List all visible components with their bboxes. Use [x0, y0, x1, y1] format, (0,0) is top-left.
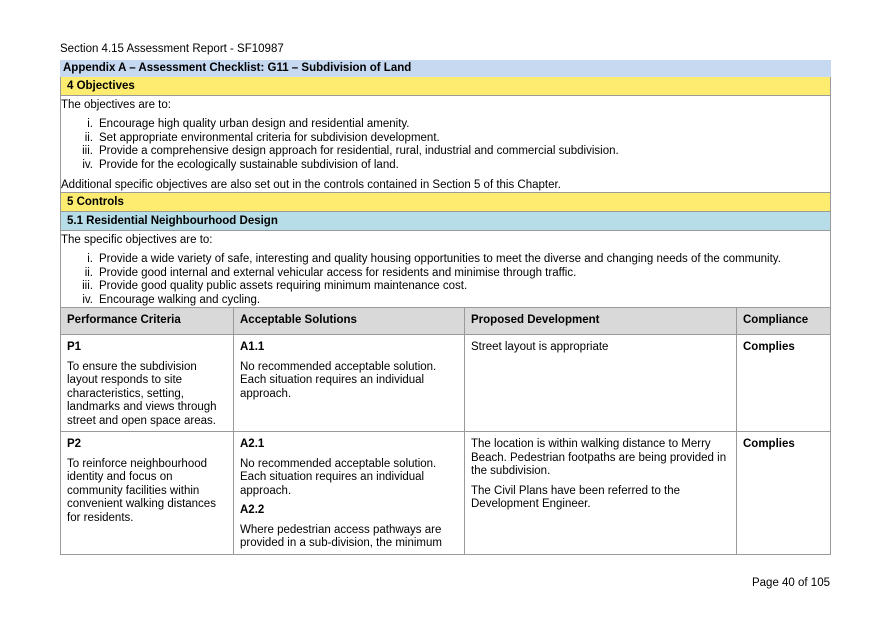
- page-number: Page 40 of 105: [751, 577, 830, 589]
- residential-intro: The specific objectives are to:: [61, 234, 213, 246]
- criteria-label: P1: [67, 341, 82, 353]
- residential-heading-row: [61, 212, 831, 231]
- performance-criteria-cell: [61, 432, 234, 555]
- objectives-list: [61, 118, 830, 172]
- list-item: [61, 145, 830, 159]
- column-header: Compliance: [737, 308, 831, 335]
- list-item: [61, 253, 830, 267]
- list-item-number: ii.: [84, 131, 93, 144]
- column-header: Proposed Development: [465, 308, 737, 335]
- residential-body: [61, 231, 831, 308]
- solution-label: A2.1: [240, 438, 265, 450]
- list-item: [61, 267, 830, 281]
- solution-label: A2.2: [240, 504, 265, 516]
- list-item-text: Provide good internal and external vehicular access for residents and minimise through traffic.: [99, 266, 577, 279]
- appendix-title: Appendix A – Assessment Checklist: G11 – Subdivision of Land: [61, 61, 831, 77]
- appendix-title-row: [61, 61, 831, 77]
- solution-text: No recommended acceptable solution. Each situation requires an individual approach.: [240, 457, 437, 497]
- criteria-label: P2: [67, 438, 82, 450]
- proposed-development-cell: [465, 335, 737, 432]
- list-item-text: Provide a comprehensive design approach for residential, rural, industrial and commercial subdivision.: [99, 145, 619, 157]
- residential-heading: 5.1 Residential Neighbourhood Design: [61, 212, 831, 231]
- proposed-text: Street layout is appropriate: [471, 341, 609, 353]
- column-header: Performance Criteria: [61, 308, 234, 335]
- criteria-header-row: [61, 308, 831, 335]
- list-item-number: i.: [87, 118, 93, 130]
- compliance-status: Complies: [743, 438, 795, 450]
- list-item-text: Provide a wide variety of safe, interesting and quality housing opportunities to meet the diverse and changing needs of the community.: [99, 253, 781, 265]
- list-item-number: ii.: [84, 266, 93, 279]
- objectives-note: Additional specific objectives are also set out in the controls contained in Section 5 of this Chapter.: [61, 179, 561, 191]
- compliance-cell: [737, 335, 831, 432]
- assessment-table: [60, 60, 831, 555]
- residential-list: [61, 253, 830, 307]
- solution-text: Where pedestrian access pathways are provided in a sub-division, the minimum: [240, 523, 442, 549]
- compliance-status: Complies: [743, 341, 795, 353]
- list-item: [61, 280, 830, 294]
- list-item-number: iii.: [82, 280, 93, 292]
- controls-heading-row: [61, 193, 831, 212]
- table-row: [61, 432, 831, 555]
- list-item-text: Encourage walking and cycling.: [99, 293, 261, 306]
- list-item-text: Set appropriate environmental criteria for subdivision development.: [99, 131, 440, 144]
- proposed-development-cell: [465, 432, 737, 555]
- column-header: Acceptable Solutions: [234, 308, 465, 335]
- acceptable-solution-cell: [234, 335, 465, 432]
- solution-label: A1.1: [240, 341, 265, 353]
- objectives-body: [61, 96, 831, 193]
- list-item-text: Provide for the ecologically sustainable subdivision of land.: [99, 158, 399, 171]
- solution-text: No recommended acceptable solution. Each situation requires an individual approach.: [240, 360, 437, 400]
- list-item-number: i.: [87, 253, 93, 265]
- list-item: [61, 294, 830, 308]
- proposed-text: The Civil Plans have been referred to the Development Engineer.: [471, 484, 681, 510]
- performance-criteria-cell: [61, 335, 234, 432]
- objectives-heading-row: [61, 77, 831, 96]
- list-item-number: iv.: [82, 158, 93, 171]
- controls-heading: 5 Controls: [61, 193, 831, 212]
- acceptable-solution-cell: [234, 432, 465, 555]
- list-item-number: iv.: [82, 293, 93, 306]
- list-item-text: Provide good quality public assets requiring minimum maintenance cost.: [99, 280, 468, 292]
- objectives-body-row: [61, 96, 831, 193]
- proposed-text: The location is within walking distance to Merry Beach. Pedestrian footpaths are being provided in the subdivision.: [471, 438, 727, 477]
- criteria-text: To reinforce neighbourhood identity and focus on community facilities within convenient walking distances for residents.: [67, 457, 216, 524]
- residential-body-row: [61, 231, 831, 308]
- compliance-cell: [737, 432, 831, 555]
- page-header: Section 4.15 Assessment Report - SF10987: [60, 43, 284, 55]
- list-item-text: Encourage high quality urban design and residential amenity.: [99, 118, 410, 130]
- list-item: [61, 118, 830, 132]
- list-item-number: iii.: [82, 145, 93, 157]
- list-item: [61, 132, 830, 146]
- criteria-text: To ensure the subdivision layout responds to site characteristics, setting, landmarks and views through street and open space areas.: [67, 360, 217, 427]
- objectives-intro: The objectives are to:: [61, 99, 171, 111]
- list-item: [61, 159, 830, 173]
- table-row: [61, 335, 831, 432]
- objectives-heading: 4 Objectives: [61, 77, 831, 96]
